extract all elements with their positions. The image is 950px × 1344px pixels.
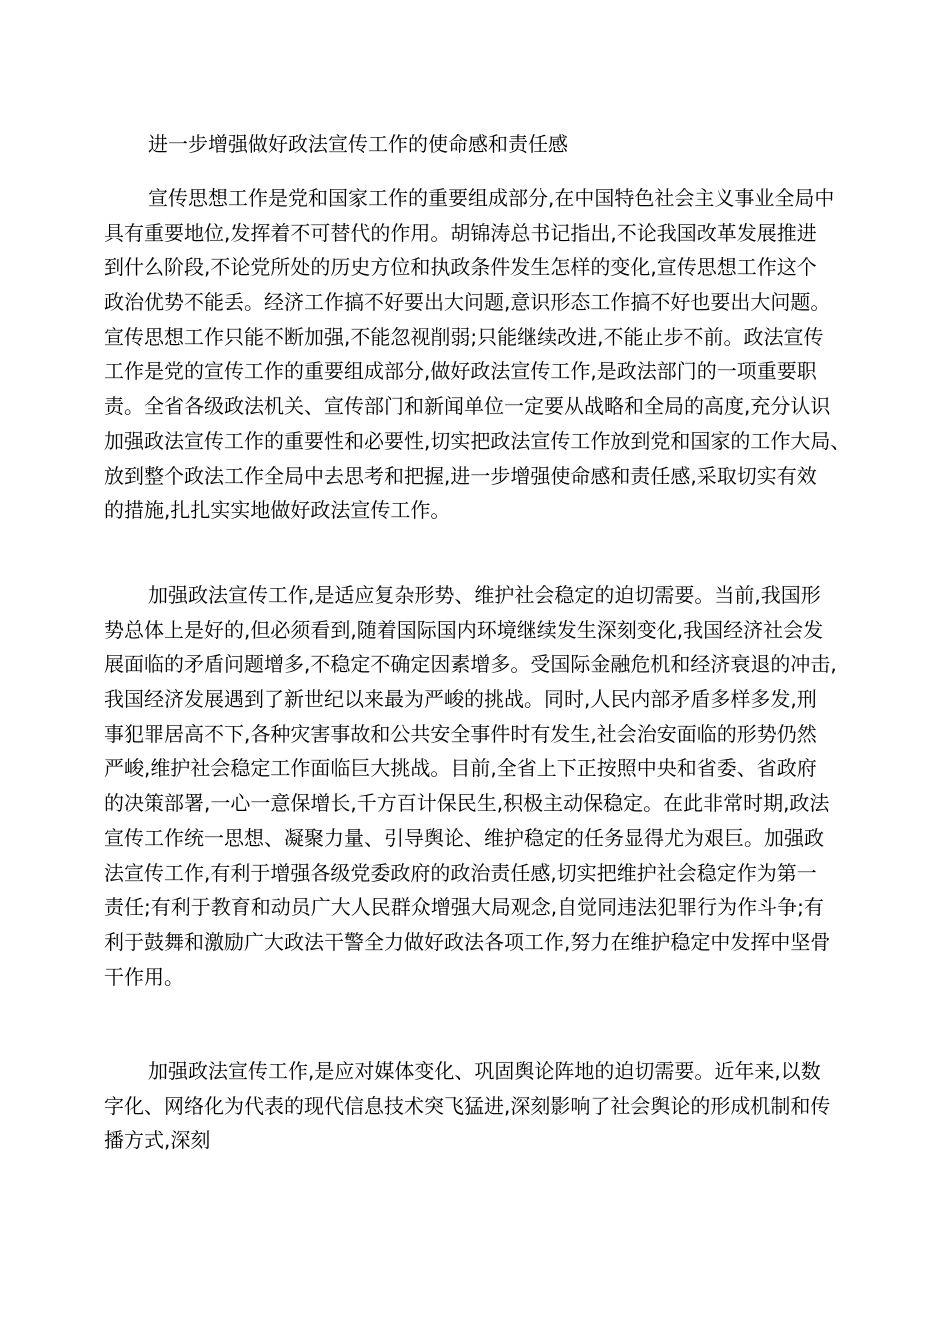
paragraph-line: 利于鼓舞和激励广大政法干警全力做好政法各项工作,努力在维护稳定中发挥中坚骨 bbox=[104, 929, 831, 954]
paragraph-line: 播方式,深刻 bbox=[104, 1128, 211, 1153]
paragraph-line: 政治优势不能丢。经济工作搞不好要出大问题,意识形态工作搞不好也要出大问题。 bbox=[104, 290, 831, 315]
paragraph-line: 宣传思想工作是党和国家工作的重要组成部分,在中国特色社会主义事业全局中 bbox=[148, 186, 835, 210]
paragraph-line: 展面临的矛盾问题增多,不稳定不确定因素增多。受国际金融危机和经济衰退的冲击, bbox=[104, 652, 837, 677]
paragraph-line: 加强政法宣传工作,是适应复杂形势、维护社会稳定的迫切需要。当前,我国形 bbox=[148, 583, 821, 607]
paragraph-line: 法宣传工作,有利于增强各级党委政府的政治责任感,切实把维护社会稳定作为第一 bbox=[104, 860, 817, 885]
paragraph-line: 字化、网络化为代表的现代信息技术突飞猛进,深刻影响了社会舆论的形成机制和传 bbox=[104, 1093, 831, 1118]
paragraph-line: 加强政法宣传工作,是应对媒体变化、巩固舆论阵地的迫切需要。近年来,以数 bbox=[148, 1059, 821, 1083]
paragraph-line: 到什么阶段,不论党所处的历史方位和执政条件发生怎样的变化,宣传思想工作这个 bbox=[104, 255, 817, 280]
paragraph-2 bbox=[104, 578, 850, 994]
document-title: 进一步增强做好政法宣传工作的使命感和责任感 bbox=[148, 132, 568, 156]
paragraph-line: 放到整个政法工作全局中去思考和把握,进一步增强使命感和责任感,采取切实有效 bbox=[104, 463, 817, 488]
paragraph-line: 宣传思想工作只能不断加强,不能忽视削弱;只能继续改进,不能止步不前。政法宣传 bbox=[104, 324, 824, 349]
paragraph-line: 责任;有利于教育和动员广大人民群众增强大局观念,自觉同违法犯罪行为作斗争;有 bbox=[104, 895, 824, 920]
paragraph-line: 责。全省各级政法机关、宣传部门和新闻单位一定要从战略和全局的高度,充分认识 bbox=[104, 394, 831, 419]
paragraph-line: 工作是党的宣传工作的重要组成部分,做好政法宣传工作,是政法部门的一项重要职 bbox=[104, 359, 817, 384]
paragraph-line: 我国经济发展遇到了新世纪以来最为严峻的挑战。同时,人民内部矛盾多样多发,刑 bbox=[104, 687, 817, 712]
paragraph-line: 的决策部署,一心一意保增长,千方百计保民生,积极主动保稳定。在此非常时期,政法 bbox=[104, 791, 830, 816]
paragraph-line: 加强政法宣传工作的重要性和必要性,切实把政法宣传工作放到党和国家的工作大局、 bbox=[104, 428, 851, 453]
paragraph-line: 具有重要地位,发挥着不可替代的作用。胡锦涛总书记指出,不论我国改革发展推进 bbox=[104, 220, 817, 245]
paragraph-line: 事犯罪居高不下,各种灾害事故和公共安全事件时有发生,社会治安面临的形势仍然 bbox=[104, 721, 817, 746]
paragraph-line: 严峻,维护社会稳定工作面临巨大挑战。目前,全省上下正按照中央和省委、省政府 bbox=[104, 756, 817, 781]
paragraph-line: 势总体上是好的,但必须看到,随着国际国内环境继续发生深刻变化,我国经济社会发 bbox=[104, 617, 824, 642]
paragraph-line: 干作用。 bbox=[104, 964, 184, 989]
paragraph-3 bbox=[104, 1054, 850, 1158]
paragraph-line: 的措施,扎扎实实地做好政法宣传工作。 bbox=[104, 498, 451, 523]
paragraph-line: 宣传工作统一思想、凝聚力量、引导舆论、维护稳定的任务显得尤为艰巨。加强政 bbox=[104, 825, 824, 850]
paragraph-1 bbox=[104, 181, 850, 528]
